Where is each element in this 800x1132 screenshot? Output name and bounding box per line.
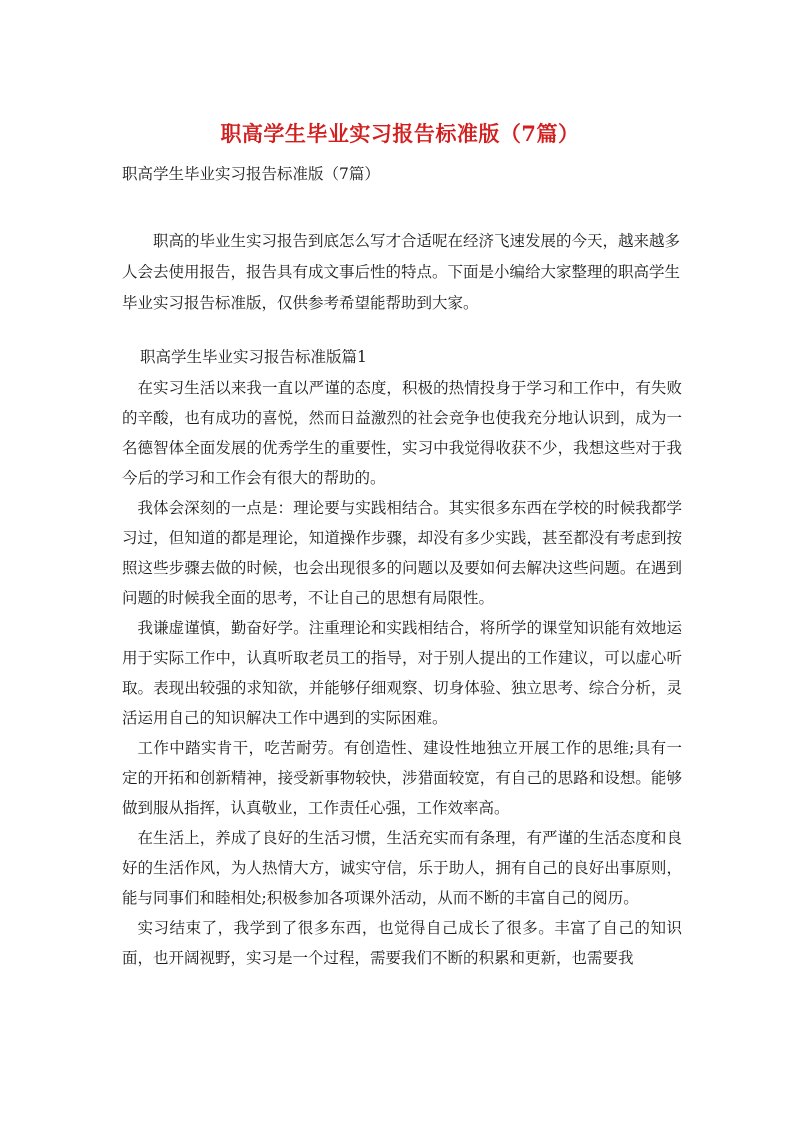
body-paragraph: 实习结束了，我学到了很多东西，也觉得自己成长了很多。丰富了自己的知识面，也开阔视野，实习是一个过程，需要我们不断的积累和更新，也需要我 xyxy=(122,919,682,967)
body-paragraph: 在实习生活以来我一直以严谨的态度，积极的热情投身于学习和工作中，有失败的辛酸，也有成功的喜悦，然而日益激烈的社会竞争也使我充分地认识到，成为一名德智体全面发展的优秀学生的重要性，实习中我觉得收获不少，我想这些对于我今后的学习和工作会有很大的帮助的。 xyxy=(122,379,682,487)
document-subtitle: 职高学生毕业实习报告标准版（7篇） xyxy=(122,165,380,183)
body-paragraph: 我谦虚谨慎，勤奋好学。注重理论和实践相结合，将所学的课堂知识能有效地运用于实际工作中，认真听取老员工的指导，对于别人提出的工作建议，可以虚心听取。表现出较强的求知欲，并能够仔细观察、切身体验、独立思考、综合分析，灵活运用自己的知识解决工作中遇到的实际困难。 xyxy=(122,619,682,727)
body-paragraph: 在生活上，养成了良好的生活习惯，生活充实而有条理，有严谨的生活态度和良好的生活作风，为人热情大方，诚实守信，乐于助人，拥有自己的良好出事原则，能与同事们和睦相处;积极参加各项课外活动，从而不断的丰富自己的阅历。 xyxy=(122,829,682,907)
document-title: 职高学生毕业实习报告标准版（7篇） xyxy=(220,121,580,146)
report-section xyxy=(122,342,682,973)
intro-paragraph: 职高的毕业生实习报告到底怎么写才合适呢在经济飞速发展的今天，越来越多人会去使用报告，报告具有成文事后性的特点。下面是小编给大家整理的职高学生毕业实习报告标准版，仅供参考希望能帮助到大家。 xyxy=(122,232,681,312)
body-paragraph: 工作中踏实肯干，吃苦耐劳。有创造性、建设性地独立开展工作的思维;具有一定的开拓和创新精神，接受新事物较快，涉猎面较宽，有自己的思路和设想。能够做到服从指挥，认真敬业，工作责任心强，工作效率高。 xyxy=(122,739,682,817)
section-heading: 职高学生毕业实习报告标准版篇1 xyxy=(140,348,367,366)
body-paragraph: 我体会深刻的一点是：理论要与实践相结合。其实很多东西在学校的时候我都学习过，但知道的都是理论，知道操作步骤，却没有多少实践，甚至都没有考虑到按照这些步骤去做的时候，也会出现很多的问题以及要如何去解决这些问题。在遇到问题的时候我全面的思考，不让自己的思想有局限性。 xyxy=(122,499,682,607)
